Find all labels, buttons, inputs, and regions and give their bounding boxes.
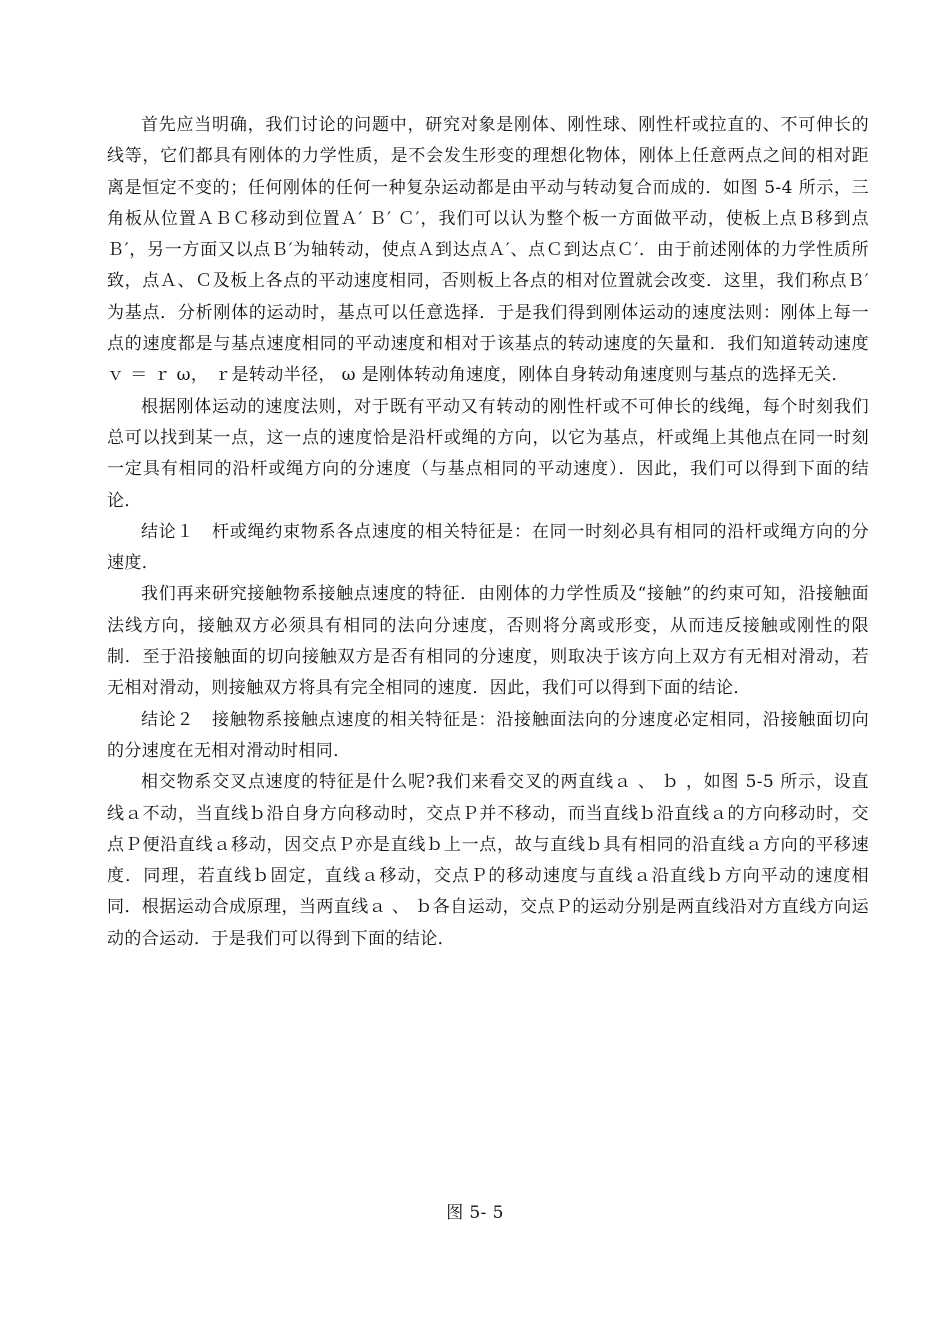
paragraph-rigid-body-rule: 首先应当明确，我们讨论的问题中，研究对象是刚体、刚性球、刚性杆或拉直的、不可伸长的线等，它们都具有刚体的力学性质，是不会发生形变的理想化物体，刚体上任意两点之间的相对距离是恒定不变的；任何刚体的任何一种复杂运动都是由平动与转动复合而成的．如图 5-4 所示，三角板从位置ＡＢＣ移动到位置Ａ′ Ｂ′ Ｃ′，我们可以认为整个板一方面做平动，使板上点Ｂ移到点Ｂ′，另一方面又以点Ｂ′为轴转动，使点Ａ到达点Ａ′、点Ｃ到达点Ｃ′．由于前述刚体的力学性质所致，点Ａ、Ｃ及板上各点的平动速度相同，否则板上各点的相对位置就会改变．这里，我们称点Ｂ′为基点．分析刚体的运动时，基点可以任意选择．于是我们得到刚体运动的速度法则：刚体上每一点的速度都是与基点速度相同的平动速度和相对于该基点的转动速度的矢量和．我们知道转动速度 ｖ ＝ ｒ ω， ｒ是转动半径， ω 是刚体转动角速度，刚体自身转动角速度则与基点的选择无关． xyxy=(107,115,869,386)
paragraph-contact: 我们再来研究接触物系接触点速度的特征．由刚体的力学性质及“接触”的约束可知，沿接触面法线方向，接触双方必须具有相同的法向分速度，否则将分离或形变，从而违反接触或刚性的限制．至于沿接触面的切向接触双方是否有相同的分速度，则取决于该方向上双方有无相对滑动，若无相对滑动，则接触双方将具有完全相同的速度．因此，我们可以得到下面的结论． xyxy=(107,584,869,699)
paragraph-conclusion-1: 结论１ 杆或绳约束物系各点速度的相关特征是：在同一时刻必具有相同的沿杆或绳方向的分速度． xyxy=(107,521,869,574)
paragraph-rod-rope: 根据刚体运动的速度法则，对于既有平动又有转动的刚性杆或不可伸长的线绳，每个时刻我们总可以找到某一点，这一点的速度恰是沿杆或绳的方向，以它为基点，杆或绳上其他点在同一时刻一定具有相同的沿杆或绳方向的分速度（与基点相同的平动速度）．因此，我们可以得到下面的结论． xyxy=(107,396,869,511)
paragraph-conclusion-2: 结论２ 接触物系接触点速度的相关特征是：沿接触面法向的分速度必定相同，沿接触面切向的分速度在无相对滑动时相同． xyxy=(107,709,869,761)
document-body xyxy=(107,110,869,955)
paragraph-intersection: 相交物系交叉点速度的特征是什么呢?我们来看交叉的两直线ａ 、 ｂ ，如图 5-5 所示，设直线ａ不动，当直线ｂ沿自身方向移动时，交点Ｐ并不移动，而当直线ｂ沿直线ａ的方向移动时，交点Ｐ便沿直线ａ移动，因交点Ｐ亦是直线ｂ上一点，故与直线ｂ具有相同的沿直线ａ方向的平移速度．同理，若直线ｂ固定，直线ａ移动，交点Ｐ的移动速度与直线ａ沿直线ｂ方向平动的速度相同．根据运动合成原理，当两直线ａ 、 ｂ各自运动，交点Ｐ的运动分别是两直线沿对方直线方向运动的合运动．于是我们可以得到下面的结论． xyxy=(107,772,869,949)
figure-5-5-blank xyxy=(107,1080,869,1200)
figure-caption: 图 5- 5 xyxy=(446,1203,504,1223)
